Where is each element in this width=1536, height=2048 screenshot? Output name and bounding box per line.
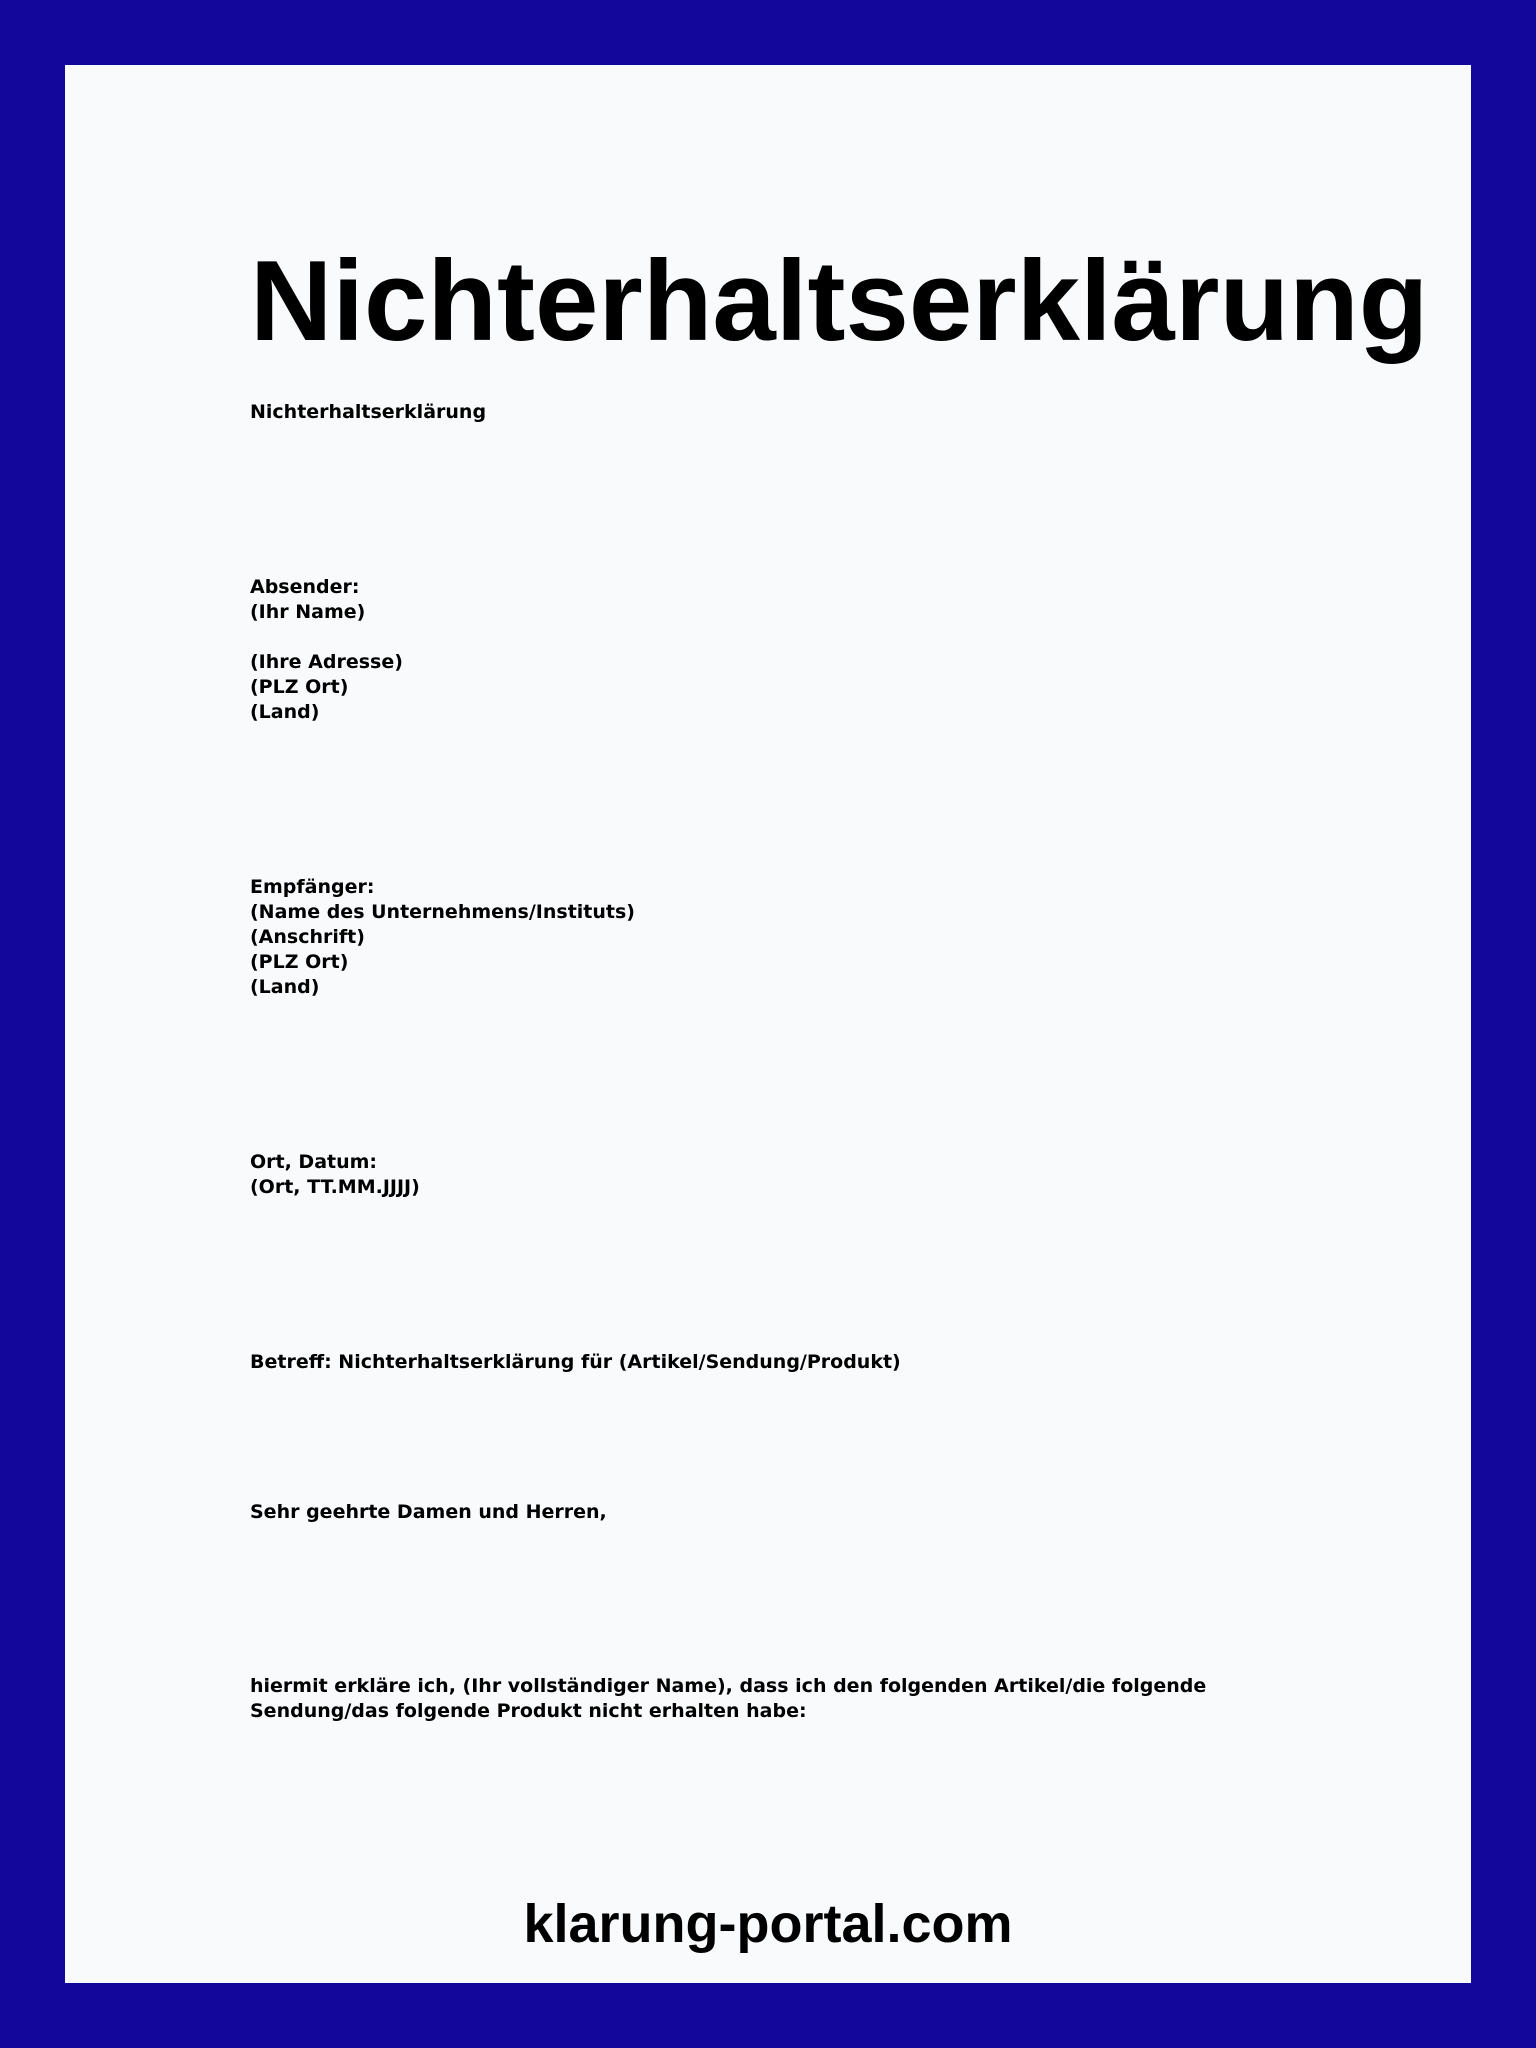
recipient-address: (Anschrift) (250, 926, 365, 948)
recipient-block (250, 875, 635, 1000)
sender-name: (Ihr Name) (250, 601, 366, 623)
sender-label: Absender: (250, 576, 360, 598)
salutation: Sehr geehrte Damen und Herren, (250, 1501, 607, 1523)
document-subtitle: Nichterhaltserklärung (250, 401, 487, 423)
page-title: Nichterhaltserklärung (250, 238, 1429, 365)
sender-country: (Land) (250, 701, 320, 723)
sender-city: (PLZ Ort) (250, 676, 349, 698)
place-date-block (250, 1150, 420, 1200)
recipient-country: (Land) (250, 976, 320, 998)
place-date-label: Ort, Datum: (250, 1151, 378, 1173)
place-date-value: (Ort, TT.MM.JJJJ) (250, 1176, 420, 1198)
recipient-name: (Name des Unternehmens/Instituts) (250, 901, 635, 923)
recipient-city: (PLZ Ort) (250, 951, 349, 973)
footer-site-name: klarung-portal.com (523, 1894, 1013, 1954)
sender-address: (Ihre Adresse) (250, 651, 403, 673)
sender-block (250, 575, 403, 725)
subject-line: Betreff: Nichterhaltserklärung für (Artikel/Sendung/Produkt) (250, 1351, 901, 1373)
recipient-label: Empfänger: (250, 876, 375, 898)
document-page (65, 65, 1471, 1983)
sender-spacer (250, 625, 403, 650)
body-paragraph: hiermit erkläre ich, (Ihr vollständiger Name), dass ich den folgenden Artikel/die folgende Sendung/das folgende Produkt nicht erhalten habe: (250, 1675, 1207, 1722)
